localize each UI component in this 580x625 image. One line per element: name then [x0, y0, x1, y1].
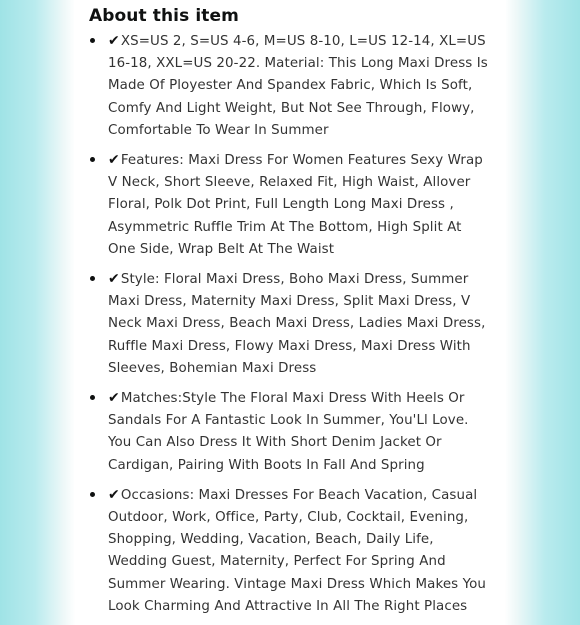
checkmark-icon: ✔	[108, 152, 120, 169]
checkmark-icon: ✔	[108, 486, 120, 503]
bullet-item-sizes	[74, 30, 506, 141]
bullet-text	[108, 488, 486, 614]
bullet-item-matches	[74, 387, 506, 476]
section-title: About this item	[89, 6, 239, 26]
bullet-content: Matches:Style The Floral Maxi Dress With Heels Or Sandals For A Fantastic Look In Summer, You'Ll Love. You Can Also Dress It With Short Denim Jacket Or Cardigan, Pairing With Boots In Fall And Spring	[108, 391, 469, 473]
feature-bullet-list	[74, 30, 506, 625]
checkmark-icon: ✔	[108, 271, 120, 288]
bullet-text	[108, 391, 469, 473]
checkmark-icon: ✔	[108, 33, 120, 49]
bullet-dot-icon	[90, 157, 95, 162]
bullet-text	[108, 34, 488, 138]
bullet-content: Style: Floral Maxi Dress, Boho Maxi Dress, Summer Maxi Dress, Maternity Maxi Dress, Split Maxi Dress, V Neck Maxi Dress, Beach Maxi Dress, Ladies Maxi Dress, Ruffle Maxi Dress, Flowy Maxi Dress, Maxi Dress With Sleeves, Bohemian Maxi Dress	[108, 272, 486, 376]
bullet-dot-icon	[90, 38, 95, 43]
bullet-dot-icon	[90, 276, 95, 281]
bullet-content: Features: Maxi Dress For Women Features Sexy Wrap V Neck, Short Sleeve, Relaxed Fit, High Waist, Allover Floral, Polk Dot Print, Full Length Long Maxi Dress , Asymmetric Ruffle Trim At The Bottom, High Split At One Side, Wrap Belt At The Waist	[108, 153, 483, 257]
bullet-dot-icon	[90, 492, 95, 497]
bullet-text	[108, 153, 483, 257]
bullet-item-style	[74, 268, 506, 379]
bullet-dot-icon	[90, 395, 95, 400]
bullet-text	[108, 272, 485, 376]
about-this-item-panel	[74, 0, 506, 614]
checkmark-icon: ✔	[108, 390, 120, 407]
bullet-item-features	[74, 149, 506, 260]
bullet-content: Occasions: Maxi Dresses For Beach Vacation, Casual Outdoor, Work, Office, Party, Club, Cocktail, Evening, Shopping, Wedding, Vacation, Beach, Daily Life, Wedding Guest, Maternity, Perfect For Spring And Summer Wearing. Vintage Maxi Dress Which Makes You Look Charming And Attractive In All The Right Places	[108, 487, 486, 614]
bullet-content: XS=US 2, S=US 4-6, M=US 8-10, L=US 12-14, XL=US 16-18, XXL=US 20-22. Material: This Long Maxi Dress Is Made Of Ployester And Spandex Fabric, Which Is Soft, Comfy And Light Weight, But Not See Through, Flowy, Comfortable To Wear In Summer	[108, 34, 488, 138]
bullet-item-occasions	[74, 484, 506, 617]
